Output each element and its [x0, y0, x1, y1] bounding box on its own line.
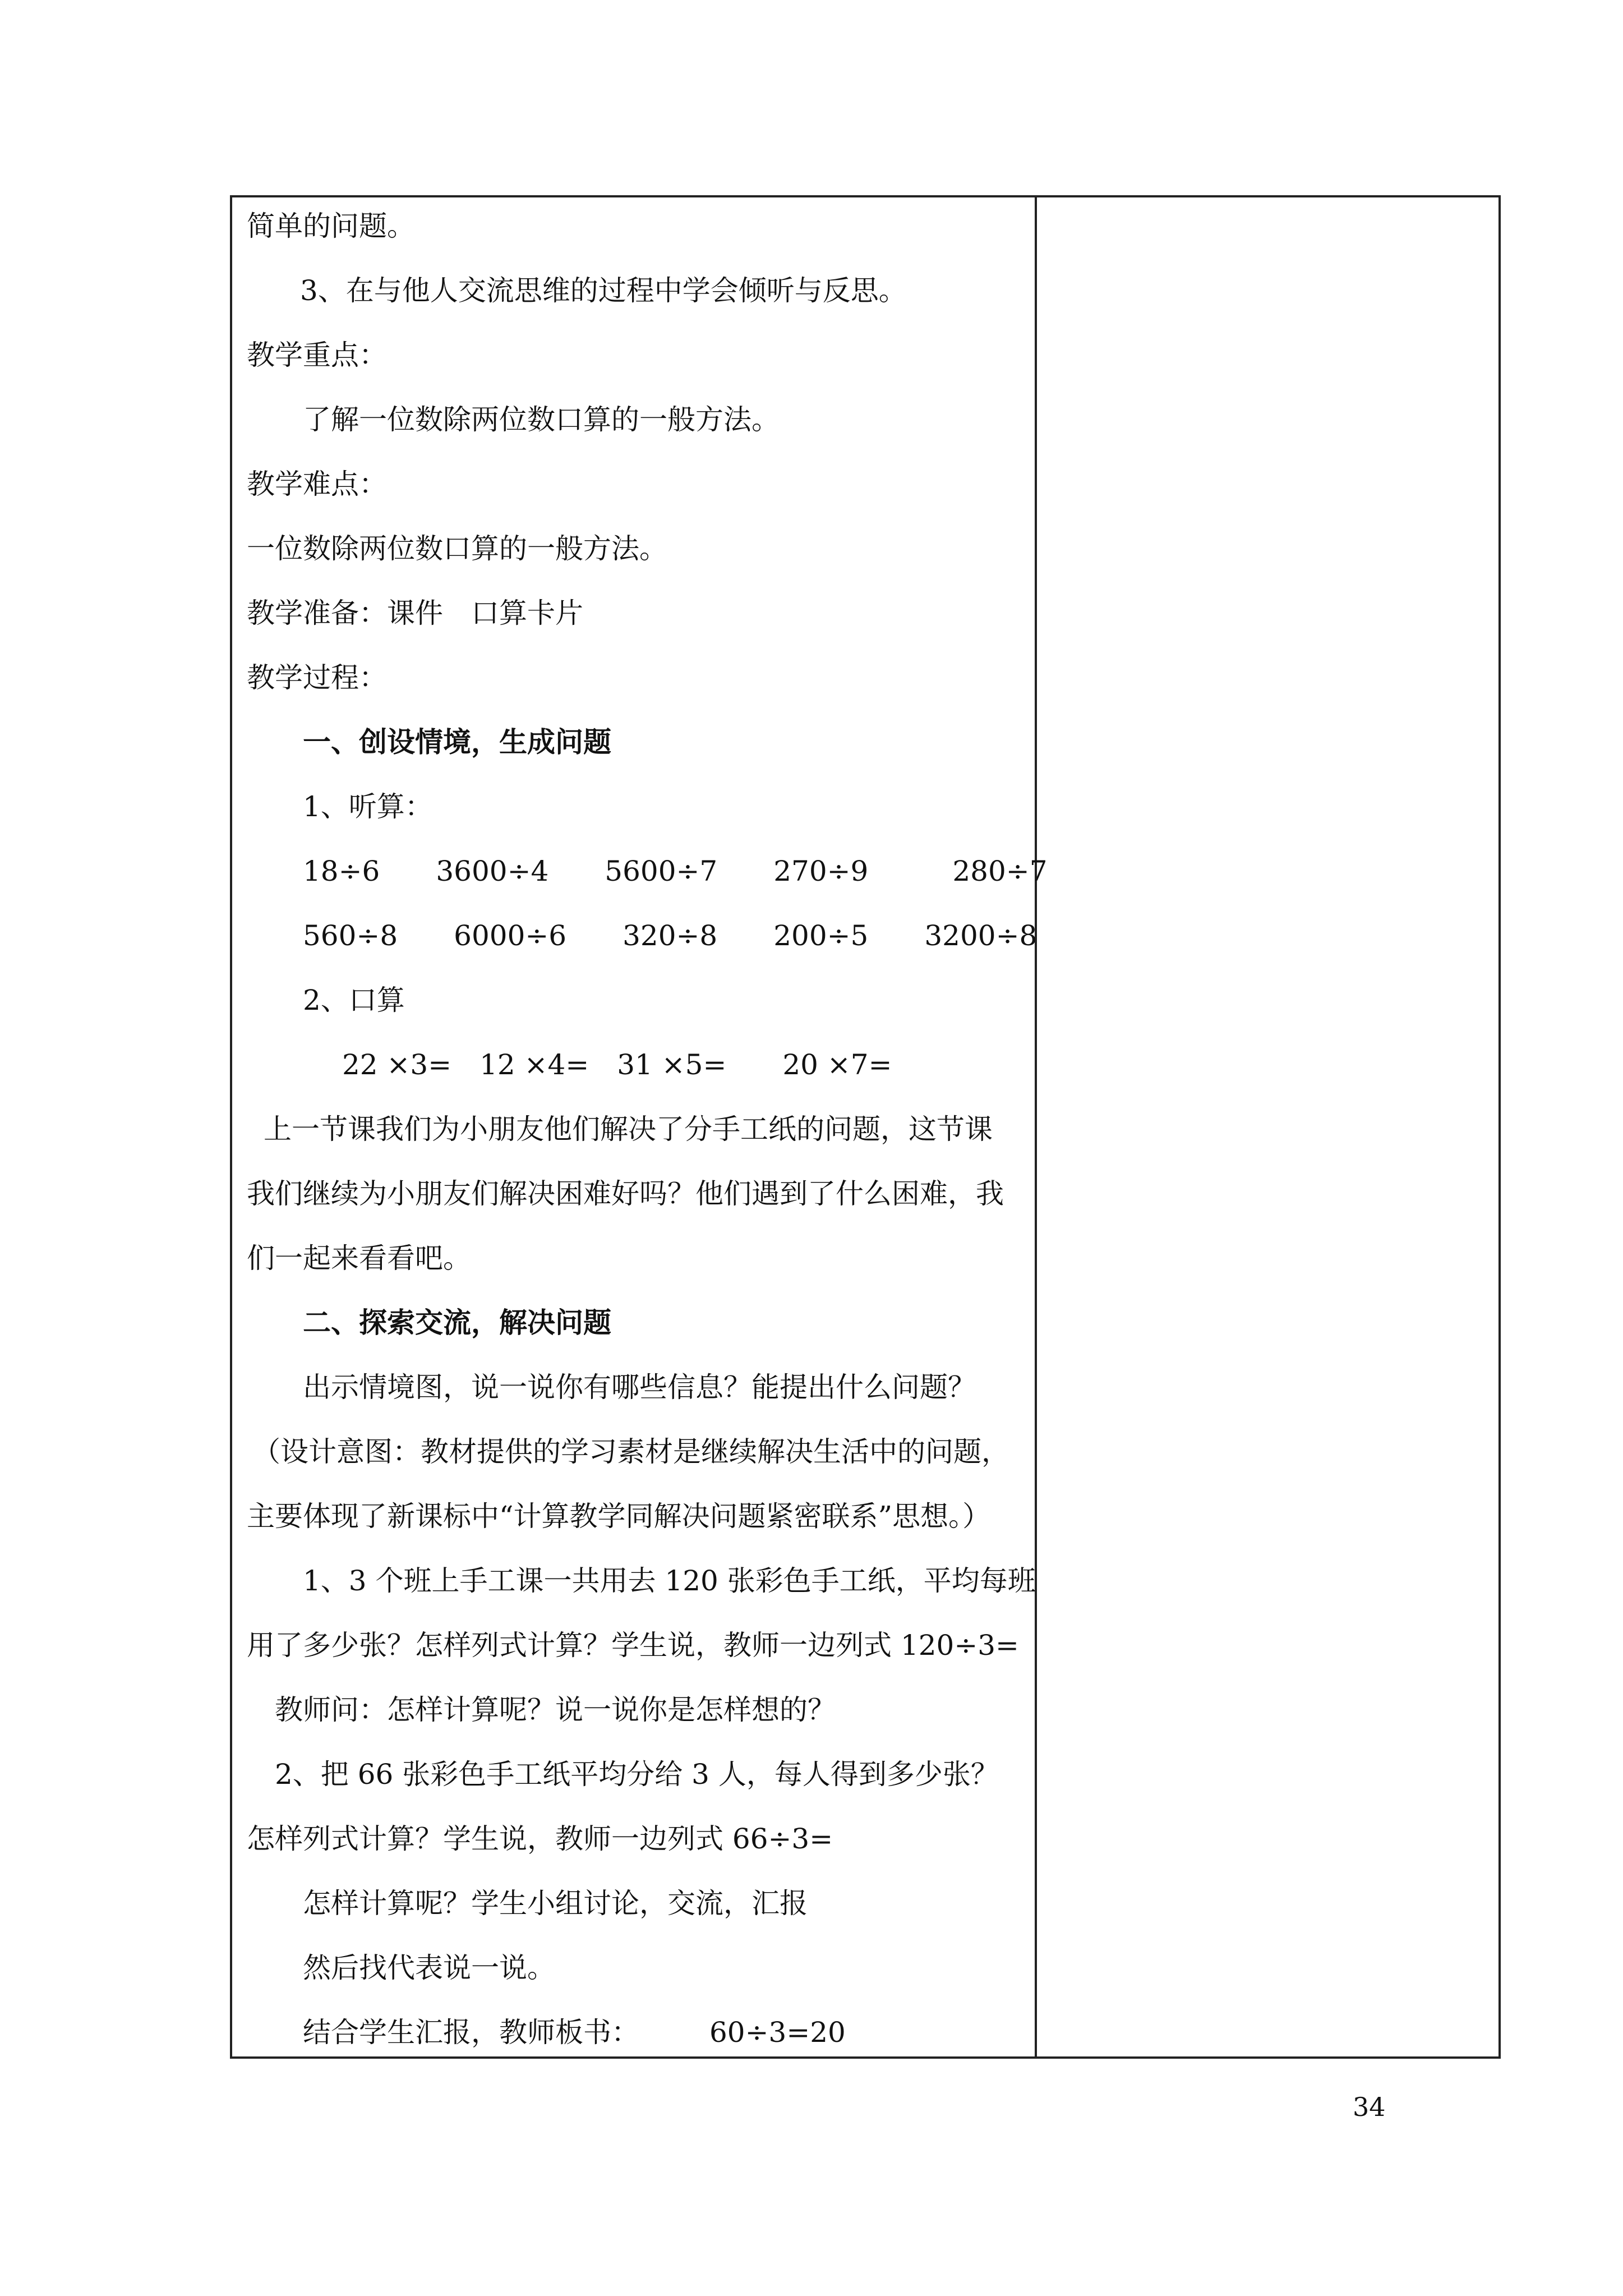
text-line: 怎样列式计算？学生说，教师一边列式 66÷3=: [247, 1823, 833, 1855]
text-line: 了解一位数除两位数口算的一般方法。: [303, 403, 780, 436]
text-line: 教学过程：: [247, 661, 387, 694]
text-line: 用了多少张？怎样列式计算？学生说，教师一边列式 120÷3=: [247, 1629, 1019, 1662]
text-line: 教学难点：: [247, 468, 387, 500]
text-line: 教学准备：课件 口算卡片: [247, 597, 583, 629]
text-line: 们一起来看看吧。: [247, 1242, 471, 1274]
text-line: 1、3 个班上手工课一共用去 120 张彩色手工纸，平均每班: [303, 1565, 1036, 1597]
column-divider: [1035, 195, 1037, 2059]
text-line: 2、把 66 张彩色手工纸平均分给 3 人，每人得到多少张？: [275, 1758, 999, 1791]
section-heading: 一、创设情境，生成问题: [303, 725, 611, 758]
text-line: 18÷6 3600÷4 5600÷7 270÷9 280÷7: [303, 855, 1048, 887]
text-line: （设计意图：教材提供的学习素材是继续解决生活中的问题，: [252, 1435, 1009, 1468]
text-line: 我们继续为小朋友们解决困难好吗？他们遇到了什么困难，我: [247, 1177, 1004, 1210]
page-number: 34: [1353, 2092, 1386, 2122]
text-line: 上一节课我们为小朋友他们解决了分手工纸的问题，这节课: [264, 1113, 993, 1145]
text-line: 结合学生汇报，教师板书： 60÷3=20: [303, 2016, 846, 2049]
text-line: 2、口算: [303, 984, 405, 1016]
text-line: 一位数除两位数口算的一般方法。: [247, 532, 667, 565]
text-line: 怎样计算呢？学生小组讨论，交流，汇报: [303, 1887, 808, 1920]
text-line: 1、听算：: [303, 790, 433, 823]
text-line: 3、在与他人交流思维的过程中学会倾听与反思。: [300, 274, 907, 307]
section-heading: 二、探索交流，解决问题: [303, 1306, 611, 1339]
text-line: 出示情境图，说一说你有哪些信息？能提出什么问题？: [303, 1371, 976, 1404]
text-line: 简单的问题。: [247, 210, 415, 242]
text-line: 教学重点：: [247, 339, 387, 371]
text-line: 22 ×3= 12 ×4= 31 ×5= 20 ×7=: [342, 1048, 892, 1081]
text-line: 主要体现了新课标中“计算教学同解决问题紧密联系”思想。）: [247, 1500, 991, 1533]
text-line: 然后找代表说一说。: [303, 1952, 555, 1984]
text-line: 560÷8 6000÷6 320÷8 200÷5 3200÷8: [303, 919, 1038, 952]
text-line: 教师问：怎样计算呢？说一说你是怎样想的？: [275, 1694, 836, 1726]
